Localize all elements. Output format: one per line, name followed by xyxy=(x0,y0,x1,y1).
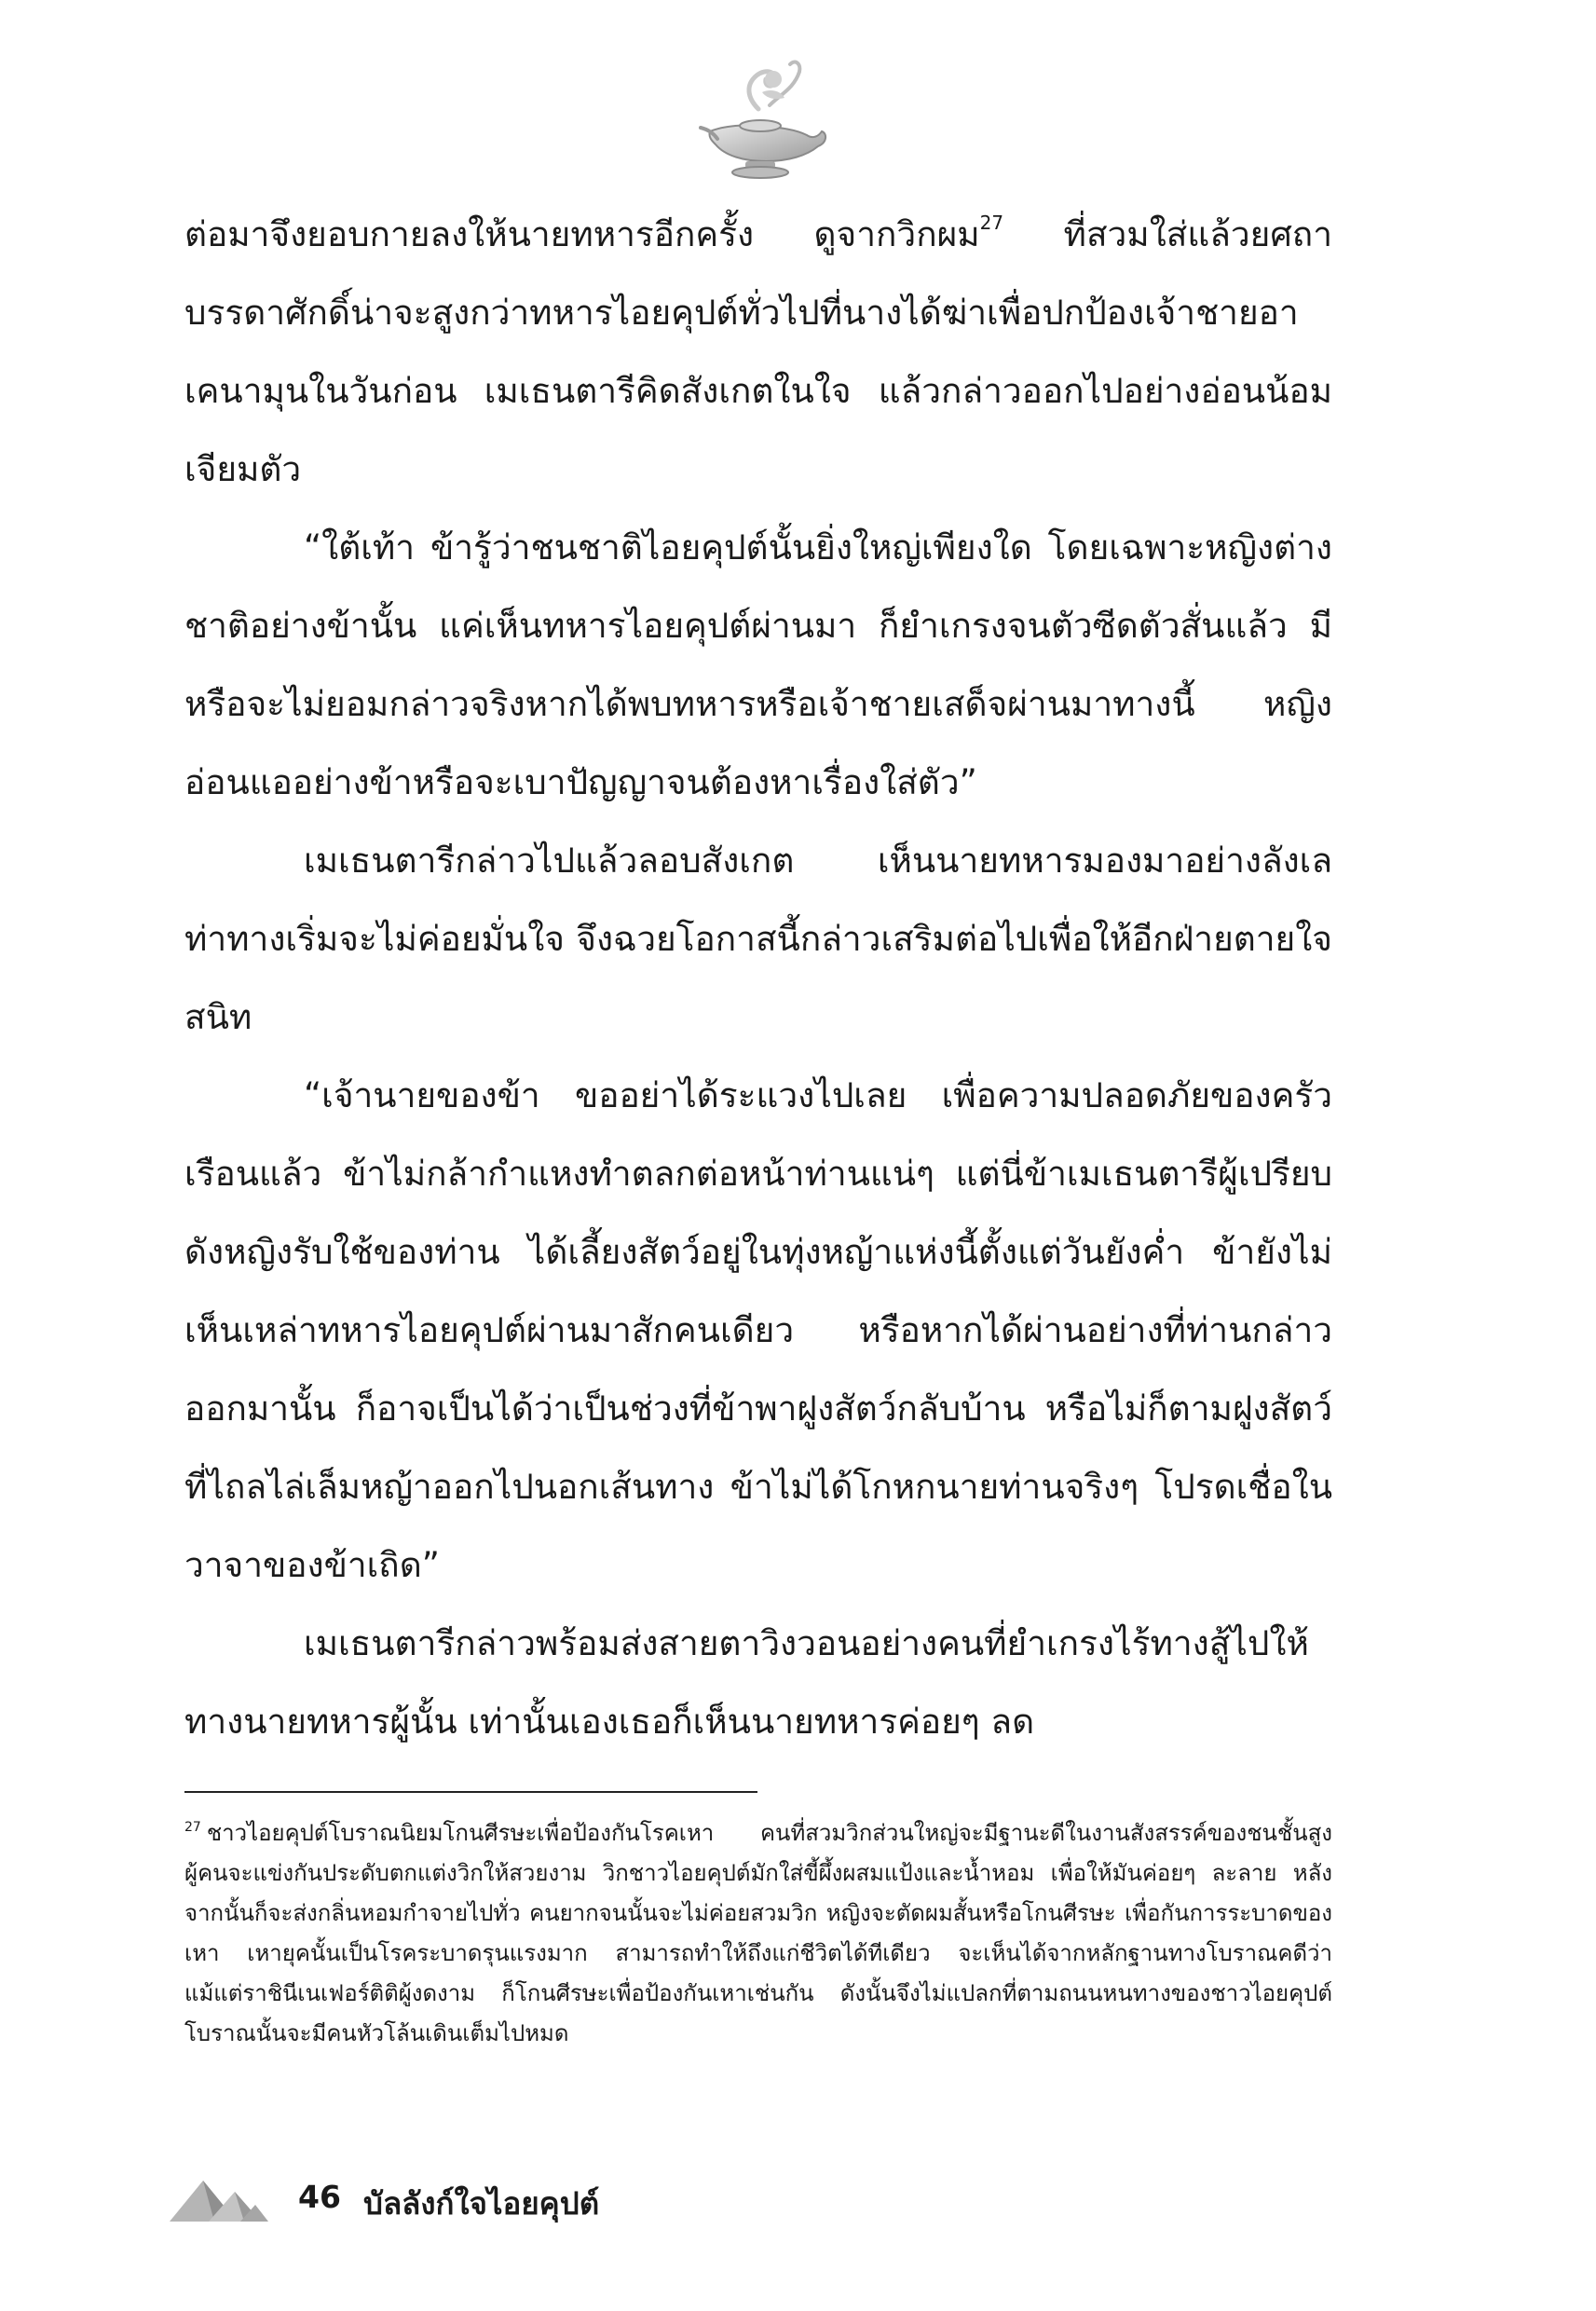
footnote-divider xyxy=(184,1791,757,1793)
footnote xyxy=(184,1813,1332,2054)
paragraph: “ใต้เท้า ข้ารู้ว่าชนชาติไอยคุปต์นั้นยิ่งใหญ่เพียงใด โดยเฉพาะหญิงต่างชาติอย่างข้านั้น แค่เห็นทหารไอยคุปต์ผ่านมา ก็ยำเกรงจนตัวซีดตัวสั่นแล้ว มีหรือจะไม่ยอมกล่าวจริงหากได้พบทหารหรือเจ้าชายเสด็จผ่านมาทางนี้ หญิงอ่อนแออย่างข้าหรือจะเบาปัญญาจนต้องหาเรื่องใส่ตัว” xyxy=(184,527,1332,802)
book-title: บัลลังก์ใจไอยคุปต์ xyxy=(363,2185,600,2222)
paragraph-text: ต่อมาจึงยอบกายลงให้นายทหารอีกครั้ง ดูจากวิกผม xyxy=(184,214,980,254)
paragraph: เมเธนตารีกล่าวพร้อมส่งสายตาวิงวอนอย่างคนที่ยำเกรงไร้ทางสู้ไปให้ทางนายทหารผู้นั้น เท่านั้นเองเธอก็เห็นนายทหารค่อยๆ ลด xyxy=(184,1623,1309,1742)
paragraph xyxy=(184,196,1332,509)
main-text xyxy=(184,196,1332,1761)
pyramids-icon xyxy=(168,2171,270,2223)
page-footer xyxy=(168,2171,1006,2227)
paragraph: “เจ้านายของข้า ขออย่าได้ระแวงไปเลย เพื่อความปลอดภัยของครัวเรือนแล้ว ข้าไม่กล้ากำแหงทำตลกต่อหน้าท่านแน่ๆ แต่นี่ข้าเมเธนตารีผู้เปรียบดังหญิงรับใช้ของท่าน ได้เลี้ยงสัตว์อยู่ในทุ่งหญ้าแห่งนี้ตั้งแต่วันยังค่ำ ข้ายังไม่เห็นเหล่าทหารไอยคุปต์ผ่านมาสักคนเดียว หรือหากได้ผ่านอย่างที่ท่านกล่าวออกมานั้น ก็อาจเป็นได้ว่าเป็นช่วงที่ข้าพาฝูงสัตว์กลับบ้าน หรือไม่ก็ตามฝูงสัตว์ที่ไถลไล่เล็มหญ้าออกไปนอกเส้นทาง ข้าไม่ได้โกหกนายท่านจริงๆ โปรดเชื่อในวาจาของข้าเถิด” xyxy=(184,1075,1332,1585)
genie-lamp-ornament-icon xyxy=(691,51,831,182)
footnote-number: 27 xyxy=(184,1820,201,1835)
footnote-text: ชาวไอยคุปต์โบราณนิยมโกนศีรษะเพื่อป้องกันโรคเหา คนที่สวมวิกส่วนใหญ่จะมีฐานะดีในงานสังสรรค์ของชนชั้นสูง ผู้คนจะแข่งกันประดับตกแต่งวิกให้สวยงาม วิกชาวไอยคุปต์มักใส่ขี้ผึ้งผสมแป้งและน้ำหอม เพื่อให้มันค่อยๆ ละลาย หลังจากนั้นก็จะส่งกลิ่นหอมกำจายไปทั่ว คนยากจนนั้นจะไม่ค่อยสวมวิก หญิงจะตัดผมสั้นหรือโกนศีรษะ เพื่อกันการระบาดของเหา เหายุคนั้นเป็นโรคระบาดรุนแรงมาก สามารถทำให้ถึงแก่ชีวิตได้ทีเดียว จะเห็นได้จากหลักฐานทางโบราณคดีว่า แม้แต่ราชินีเนเฟอร์ติติผู้งดงาม ก็โกนศีรษะเพื่อป้องกันเหาเช่นกัน ดังนั้นจึงไม่แปลกที่ตามถนนหนทางของชาวไอยคุปต์โบราณนั้นจะมีคนหัวโล้นเดินเต็มไปหมด xyxy=(184,1820,1332,2046)
footnote-marker: 27 xyxy=(979,212,1004,234)
page-number: 46 xyxy=(298,2179,341,2215)
paragraph: เมเธนตารีกล่าวไปแล้วลอบสังเกต เห็นนายทหารมองมาอย่างลังเล ท่าทางเริ่มจะไม่ค่อยมั่นใจ จึงฉวยโอกาสนี้กล่าวเสริมต่อไปเพื่อให้อีกฝ่ายตายใจสนิท xyxy=(184,841,1332,1037)
paragraph-text: ที่สวมใส่แล้วยศถาบรรดาศักดิ์น่าจะสูงกว่าทหารไอยคุปต์ทั่วไปที่นางได้ฆ่าเพื่อปกป้องเจ้าชายอาเคนามุนในวันก่อน เมเธนตารีคิดสังเกตในใจ แล้วกล่าวออกไปอย่างอ่อนน้อมเจียมตัว xyxy=(184,214,1332,489)
